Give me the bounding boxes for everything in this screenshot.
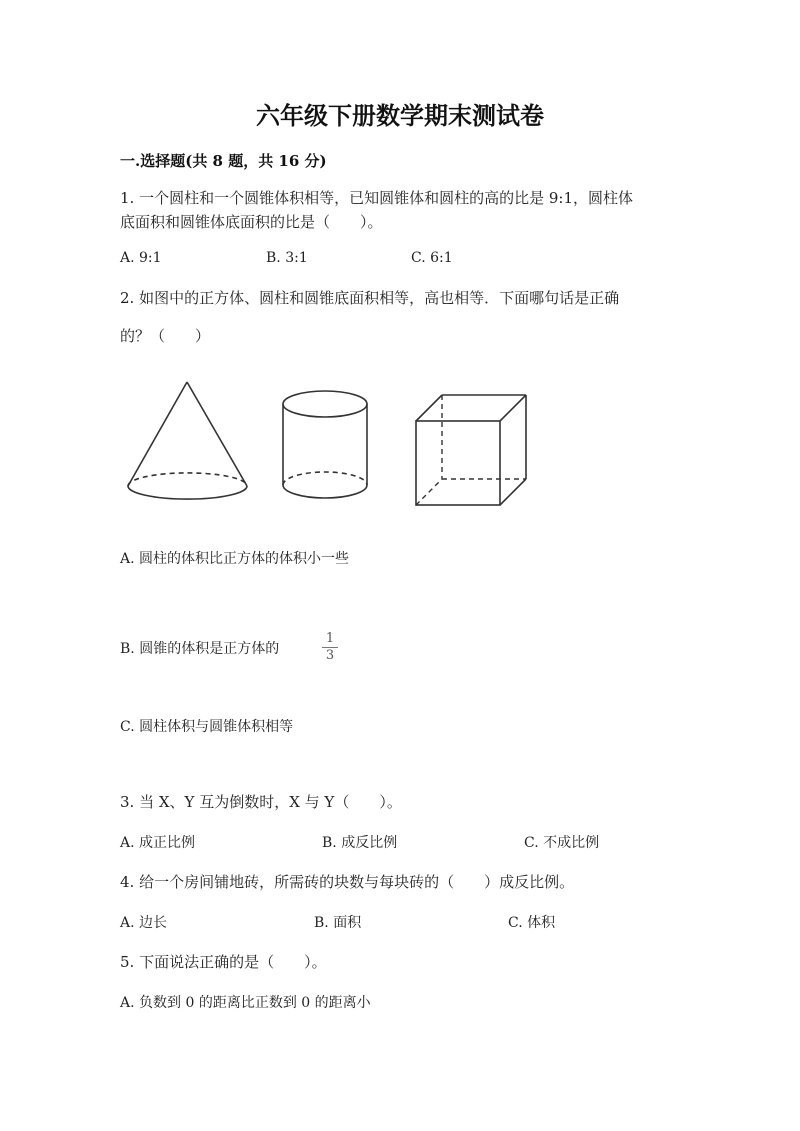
cylinder-icon bbox=[276, 386, 380, 510]
question-2-option-c[interactable]: C. 圆柱体积与圆锥体积相等 bbox=[120, 719, 294, 735]
fraction-one-third bbox=[320, 632, 340, 663]
fraction-numerator: 1 bbox=[325, 631, 335, 646]
question-1-line-2: 底面积和圆锥体底面积的比是（ ）。 bbox=[120, 213, 383, 231]
question-3-option-a[interactable]: A. 成正比例 bbox=[120, 835, 196, 851]
fraction-denominator: 3 bbox=[325, 648, 335, 663]
question-2-line-2: 的？（ ） bbox=[120, 327, 211, 345]
section-heading: 一.选择题(共 8 题，共 16 分) bbox=[120, 152, 327, 170]
page-title: 六年级下册数学期末测试卷 bbox=[256, 101, 544, 130]
question-5-text: 5. 下面说法正确的是（ ）。 bbox=[120, 953, 327, 971]
question-1-option-b[interactable]: B. 3:1 bbox=[266, 250, 308, 266]
question-4-option-c[interactable]: C. 体积 bbox=[508, 915, 556, 931]
question-1-option-c[interactable]: C. 6:1 bbox=[411, 250, 453, 266]
question-3-text: 3. 当 X、Y 互为倒数时，X 与 Y（ ）。 bbox=[120, 793, 402, 811]
question-3-option-b[interactable]: B. 成反比例 bbox=[322, 835, 398, 851]
question-5-option-a[interactable]: A. 负数到 0 的距离比正数到 0 的距离小 bbox=[120, 995, 371, 1011]
cube-icon bbox=[408, 388, 532, 512]
question-1-line-1: 1. 一个圆柱和一个圆锥体积相等，已知圆锥体和圆柱的高的比是 9:1，圆柱体 bbox=[120, 189, 633, 207]
question-1-option-a[interactable]: A. 9:1 bbox=[120, 250, 162, 266]
question-4-option-a[interactable]: A. 边长 bbox=[120, 915, 168, 931]
question-4-option-b[interactable]: B. 面积 bbox=[314, 915, 362, 931]
question-3-option-c[interactable]: C. 不成比例 bbox=[524, 835, 600, 851]
question-2-option-b[interactable]: B. 圆锥的体积是正方体的 bbox=[120, 641, 280, 657]
question-2-line-1: 2. 如图中的正方体、圆柱和圆锥底面积相等，高也相等．下面哪句话是正确 bbox=[120, 289, 620, 307]
question-2-option-a[interactable]: A. 圆柱的体积比正方体的体积小一些 bbox=[120, 551, 350, 567]
question-4-text: 4. 给一个房间铺地砖，所需砖的块数与每块砖的（ ）成反比例。 bbox=[120, 873, 575, 891]
cone-icon bbox=[120, 378, 260, 506]
